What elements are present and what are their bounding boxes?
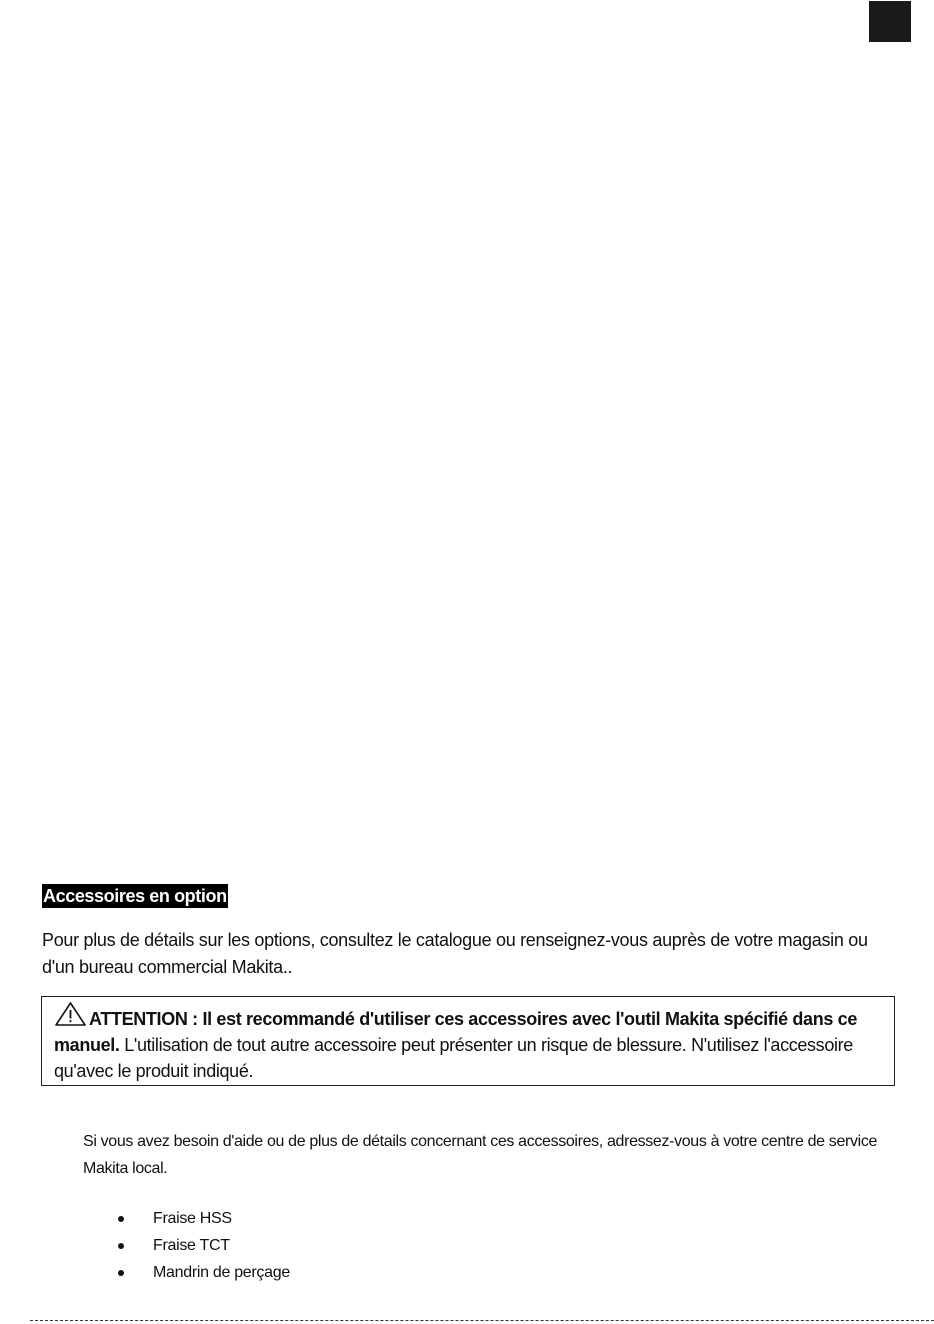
footer-divider (30, 1320, 934, 1321)
section-heading: Accessoires en option (43, 886, 227, 906)
accessory-list (113, 1205, 290, 1286)
page-corner-tab (869, 1, 911, 42)
list-item (113, 1232, 290, 1259)
bullet-icon (118, 1270, 124, 1276)
warning-box (41, 996, 895, 1086)
list-item (113, 1259, 290, 1286)
warning-triangle-icon (54, 1001, 87, 1027)
warning-bold-text: ATTENTION : Il est recommandé d'utiliser ces accessoires avec l'outil Makita spécifié dans ce manuel. (54, 1009, 857, 1055)
bullet-icon (118, 1216, 124, 1222)
intro-paragraph: Pour plus de détails sur les options, consultez le catalogue ou renseignez-vous auprès de votre magasin ou d'un bureau commercial Makita.. (42, 930, 868, 977)
list-item (113, 1205, 290, 1232)
warning-body-text: L'utilisation de tout autre accessoire peut présenter un risque de blessure. N'utilisez l'accessoire qu'avec le produit indiqué. (54, 1035, 853, 1081)
list-item-label: Mandrin de perçage (153, 1264, 290, 1281)
bullet-icon (118, 1243, 124, 1249)
list-item-label: Fraise TCT (153, 1237, 230, 1254)
help-paragraph: Si vous avez besoin d'aide ou de plus de détails concernant ces accessoires, adressez-vous à votre centre de service Makita local. (83, 1133, 878, 1177)
list-item-label: Fraise HSS (153, 1210, 232, 1227)
